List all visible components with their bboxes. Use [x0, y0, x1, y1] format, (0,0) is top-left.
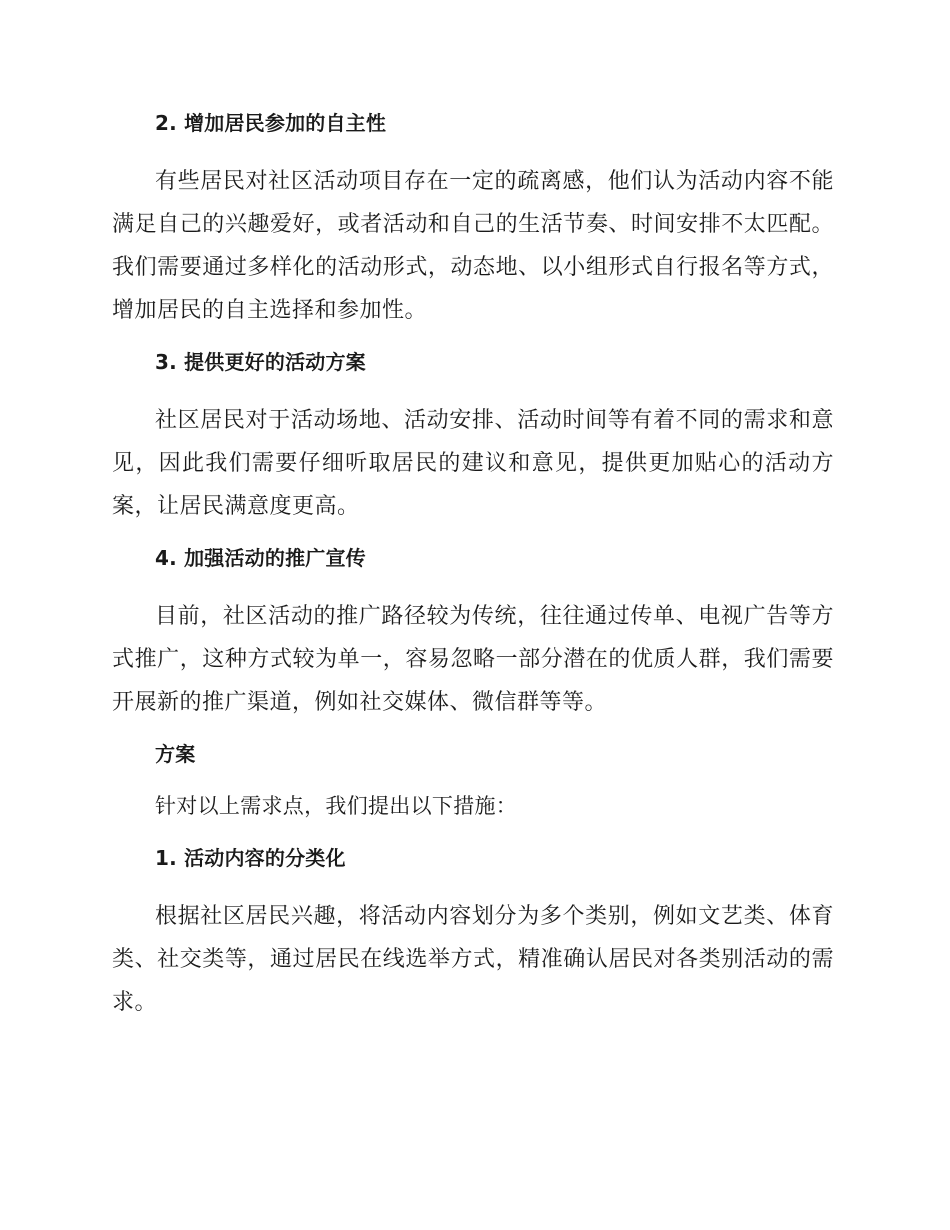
plan-heading: 方案	[155, 742, 196, 766]
section-paragraph: 社区居民对于活动场地、活动安排、活动时间等有着不同的需求和意见，因此我们需要仔细听取居民的建议和意见，提供更加贴心的活动方案，让居民满意度更高。	[112, 408, 834, 519]
document-body	[112, 108, 834, 1039]
section-heading: 2. 增加居民参加的自主性	[155, 111, 387, 135]
measure-heading: 1. 活动内容的分类化	[155, 846, 346, 870]
section-paragraph: 有些居民对社区活动项目存在一定的疏离感，他们认为活动内容不能满足自己的兴趣爱好，或者活动和自己的生活节奏、时间安排不太匹配。我们需要通过多样化的活动形式，动态地、以小组形式自行报名等方式，增加居民的自主选择和参加性。	[112, 169, 834, 323]
section-paragraph: 目前，社区活动的推广路径较为传统，往往通过传单、电视广告等方式推广，这种方式较为单一，容易忽略一部分潜在的优质人群，我们需要开展新的推广渠道，例如社交媒体、微信群等等。	[112, 604, 834, 715]
plan-intro: 针对以上需求点，我们提出以下措施：	[155, 794, 518, 818]
section-heading: 4. 加强活动的推广宣传	[155, 546, 366, 570]
section-heading: 3. 提供更好的活动方案	[155, 350, 366, 374]
measure-paragraph: 根据社区居民兴趣，将活动内容划分为多个类别，例如文艺类、体育类、社交类等，通过居民在线选举方式，精准确认居民对各类别活动的需求。	[112, 904, 834, 1015]
